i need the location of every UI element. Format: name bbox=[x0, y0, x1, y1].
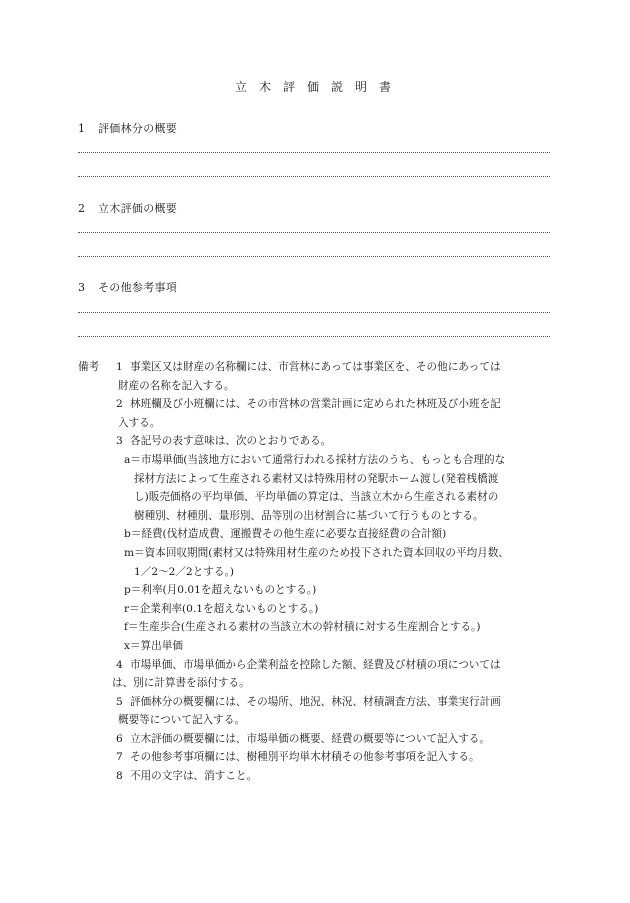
note-5 bbox=[78, 693, 558, 730]
note-2 bbox=[78, 395, 558, 432]
note-number: 4 bbox=[116, 658, 123, 671]
note-text: 入する。 bbox=[118, 416, 161, 429]
note-text: 林班欄及び小班欄には、その市営林の営業計画に定められた林班及び小班を記 bbox=[130, 398, 501, 411]
note-text: 市場単価、市場単価から企業利益を控除した額、経費及び材積の項については bbox=[130, 658, 501, 671]
symbol-text: p＝利率(月0.01を超えないものとする。) bbox=[124, 584, 317, 597]
note-1 bbox=[78, 358, 558, 395]
symbol-text: a＝市場単価(当該地方において通常行われる採材方法のうち、もっとも合理的な bbox=[124, 453, 506, 466]
symbol-m bbox=[78, 544, 558, 581]
symbol-p bbox=[78, 581, 558, 600]
note-number: 1 bbox=[116, 361, 123, 373]
note-number: 8 bbox=[116, 770, 123, 783]
dotted-line bbox=[78, 256, 550, 257]
section-number: 2 bbox=[78, 202, 86, 215]
note-text: 概要等について記入する。 bbox=[118, 714, 245, 727]
section-heading-1 bbox=[78, 120, 177, 136]
symbol-text: し)販売価格の平均単価、平均単価の算定は、当該立木から生産される素材の bbox=[134, 491, 499, 504]
note-4 bbox=[78, 656, 558, 693]
dotted-line bbox=[78, 312, 550, 313]
notes-label: 備考 bbox=[78, 361, 100, 373]
note-3 bbox=[78, 432, 558, 451]
symbol-x bbox=[78, 637, 558, 656]
note-text: その他参考事項欄には、樹種別平均単木材積その他参考事項を記入する。 bbox=[130, 751, 480, 764]
dotted-line bbox=[78, 232, 550, 233]
note-text: 事業区又は財産の名称欄には、市営林にあっては事業区を、その他にあっては bbox=[130, 361, 501, 373]
symbol-f bbox=[78, 618, 558, 637]
note-number: 6 bbox=[116, 732, 123, 745]
dotted-line bbox=[78, 176, 550, 177]
symbol-b bbox=[78, 525, 558, 544]
section-label: 立木評価の概要 bbox=[98, 202, 178, 215]
section-heading-3 bbox=[78, 279, 177, 295]
symbol-text: x＝算出単価 bbox=[124, 639, 183, 652]
symbol-text: 樹種別、材種別、量形別、品等別の出材割合に基づいて行うものとする。 bbox=[134, 509, 484, 522]
symbol-text: b＝経費(伐材造成費、運搬費その他生産に必要な直接経費の合計額) bbox=[124, 528, 447, 541]
note-text: は、別に計算書を添付する。 bbox=[112, 677, 250, 690]
note-number: 2 bbox=[116, 398, 123, 411]
document-title: 立木評価説明書 bbox=[234, 80, 403, 94]
note-text: 不用の文字は、消すこと。 bbox=[130, 770, 258, 783]
dotted-line bbox=[78, 336, 550, 337]
section-number: 1 bbox=[78, 122, 86, 135]
section-number: 3 bbox=[78, 281, 86, 294]
symbol-r bbox=[78, 600, 558, 619]
symbol-text: m＝資本回収期間(素材又は特殊用材生産のため投下された資本回収の平均月数、 bbox=[124, 546, 509, 559]
note-text: 評価林分の概要欄には、その場所、地況、林況、材積調査方法、事業実行計画 bbox=[130, 695, 501, 708]
section-label: 評価林分の概要 bbox=[98, 122, 178, 135]
note-8 bbox=[78, 767, 558, 786]
section-label: その他参考事項 bbox=[98, 281, 178, 294]
note-number: 3 bbox=[116, 435, 123, 448]
note-text: 各記号の表す意味は、次のとおりである。 bbox=[130, 435, 332, 448]
note-number: 5 bbox=[116, 695, 123, 708]
symbol-text: r＝企業利率(0.1を超えないものとする。) bbox=[124, 602, 319, 615]
note-text: 立木評価の概要欄には、市場単価の概要、経費の概要等について記入する。 bbox=[130, 732, 490, 745]
section-heading-2 bbox=[78, 200, 177, 216]
note-number: 7 bbox=[116, 751, 123, 764]
symbol-text: 1／2〜2／2とする。) bbox=[134, 565, 234, 578]
dotted-line bbox=[78, 152, 550, 153]
symbol-text: 採材方法によって生産される素材又は特殊用材の発駅ホーム渡し(発着桟橋渡 bbox=[134, 472, 499, 485]
note-6 bbox=[78, 730, 558, 749]
notes-block bbox=[78, 358, 558, 786]
note-7 bbox=[78, 748, 558, 767]
note-text: 財産の名称を記入する。 bbox=[118, 379, 235, 392]
symbol-text: f＝生産歩合(生産される素材の当該立木の幹材積に対する生産割合とする。) bbox=[124, 621, 481, 634]
symbol-a bbox=[78, 451, 558, 525]
